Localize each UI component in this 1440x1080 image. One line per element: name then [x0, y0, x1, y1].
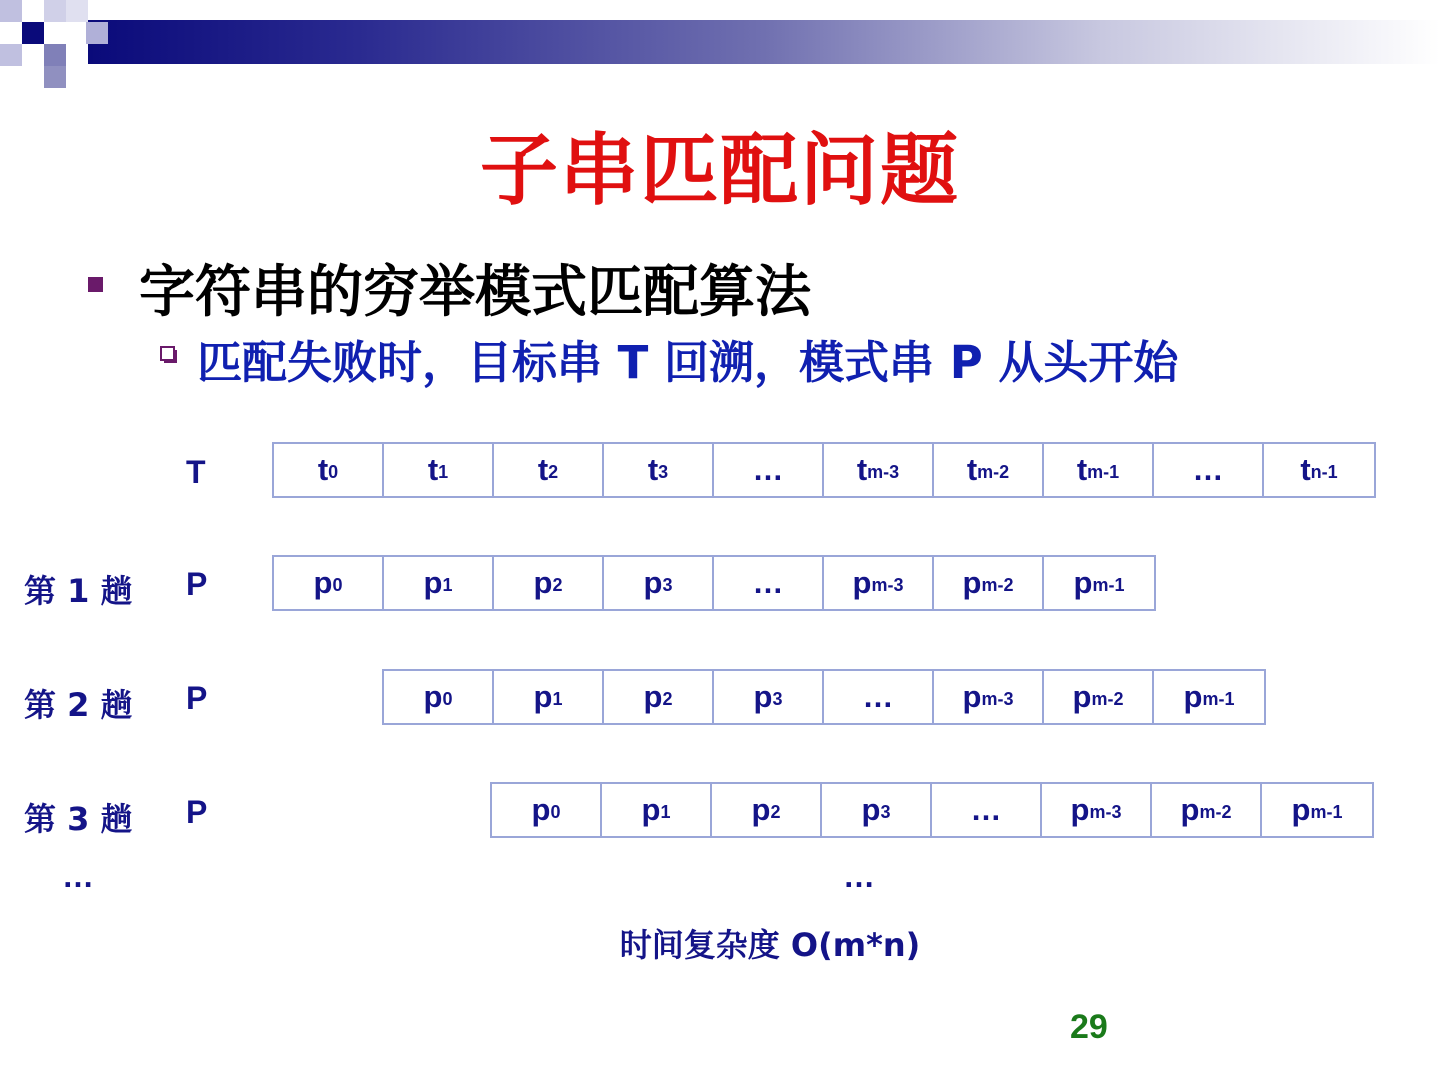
cell-char: p — [852, 565, 872, 600]
bullet-box-icon — [160, 346, 175, 361]
cell-char: … — [970, 792, 1002, 827]
cell-index: 2 — [552, 574, 563, 595]
cell-index: m-1 — [1310, 801, 1343, 822]
cell-char: t — [856, 452, 868, 487]
cell-index: m-3 — [981, 688, 1014, 709]
cell-char: p — [1183, 679, 1203, 714]
cell-char: p — [962, 679, 982, 714]
cell-char: p — [423, 565, 443, 600]
cell-index: 2 — [548, 461, 559, 482]
cell-index: 1 — [442, 574, 453, 595]
string-cell — [1044, 444, 1154, 496]
cell-char: p — [423, 679, 443, 714]
cell-index: m-3 — [1089, 801, 1122, 822]
cell-char: p — [533, 679, 553, 714]
string-cell — [494, 557, 604, 609]
header-square-mid — [44, 44, 66, 66]
page-number: 29 — [1070, 1008, 1108, 1046]
string-cell — [714, 671, 824, 723]
string-cell — [824, 557, 934, 609]
cell-index: m-1 — [1092, 574, 1125, 595]
pattern-row-label: P — [186, 566, 208, 602]
cell-index: m-2 — [1091, 688, 1124, 709]
string-cell — [1264, 444, 1374, 496]
cell-index: 0 — [332, 574, 343, 595]
cell-index: m-3 — [867, 461, 900, 482]
cell-char: p — [643, 679, 663, 714]
cell-char: t — [427, 452, 439, 487]
string-cell — [494, 444, 604, 496]
cell-char: p — [751, 792, 771, 827]
string-cell — [932, 784, 1042, 836]
cell-char: p — [753, 679, 773, 714]
string-cell — [384, 444, 494, 496]
cell-index: 1 — [438, 461, 449, 482]
complexity-note: 时间复杂度 O(m*n) — [619, 926, 921, 964]
cell-char: … — [1192, 452, 1224, 487]
string-cell — [1154, 444, 1264, 496]
string-cell — [824, 444, 934, 496]
cell-index: m-1 — [1087, 461, 1120, 482]
cell-char: t — [317, 452, 329, 487]
string-cell — [274, 444, 384, 496]
cell-char: t — [647, 452, 659, 487]
cell-char: p — [643, 565, 663, 600]
header-square-dark — [22, 22, 44, 44]
header-gradient-band — [88, 20, 1440, 64]
main-bullet — [88, 248, 811, 328]
ellipsis-center: … — [843, 858, 875, 894]
cell-index: m-2 — [1199, 801, 1232, 822]
string-cell — [1044, 671, 1154, 723]
pass-label: 第 1 趟 — [24, 572, 133, 610]
string-cell — [384, 671, 494, 723]
cell-index: n-1 — [1310, 461, 1338, 482]
string-cell — [604, 444, 714, 496]
cell-index: 3 — [880, 801, 891, 822]
string-cell — [604, 671, 714, 723]
cell-index: 0 — [328, 461, 339, 482]
pass-label: 第 2 趟 — [24, 686, 133, 724]
cell-char: p — [313, 565, 333, 600]
ellipsis-left: … — [62, 858, 94, 894]
cell-index: 1 — [660, 801, 671, 822]
cell-char: p — [1072, 679, 1092, 714]
header-square-light — [0, 0, 22, 22]
string-cell — [384, 557, 494, 609]
header-square-mid — [44, 66, 66, 88]
bullet-square-icon — [88, 277, 103, 292]
cell-char: p — [531, 792, 551, 827]
cell-char: p — [962, 565, 982, 600]
header-square-mid — [66, 0, 88, 22]
string-cell — [822, 784, 932, 836]
cell-char: … — [752, 565, 784, 600]
string-cell — [494, 671, 604, 723]
cell-index: 2 — [662, 688, 673, 709]
string-cell — [1262, 784, 1372, 836]
target-row-label: T — [186, 454, 206, 490]
string-cell — [934, 444, 1044, 496]
string-cell — [1044, 557, 1154, 609]
cell-index: 0 — [550, 801, 561, 822]
pattern-row-label: P — [186, 794, 208, 830]
cell-char: t — [966, 452, 978, 487]
cell-index: m-3 — [871, 574, 904, 595]
cell-char: p — [533, 565, 553, 600]
string-cell — [1152, 784, 1262, 836]
main-bullet-text: 字符串的穷举模式匹配算法 — [139, 260, 811, 325]
cell-index: m-1 — [1202, 688, 1235, 709]
cell-index: 3 — [662, 574, 673, 595]
string-cell — [492, 784, 602, 836]
cell-char: p — [1070, 792, 1090, 827]
cell-index: 1 — [552, 688, 563, 709]
string-cell — [712, 784, 822, 836]
cell-char: p — [1073, 565, 1093, 600]
string-cell — [824, 671, 934, 723]
cell-char: p — [1291, 792, 1311, 827]
pattern-row-pass-1 — [272, 555, 1156, 611]
sub-bullet — [160, 326, 1178, 391]
cell-char: t — [1300, 452, 1311, 487]
header-square-light — [44, 0, 66, 22]
target-string-row — [272, 442, 1376, 498]
header-square-light — [86, 22, 108, 44]
cell-index: m-2 — [977, 461, 1010, 482]
string-cell — [602, 784, 712, 836]
string-cell — [934, 557, 1044, 609]
string-cell — [604, 557, 714, 609]
cell-char: p — [641, 792, 661, 827]
string-cell — [1154, 671, 1264, 723]
slide-title: 子串匹配问题 — [479, 126, 960, 216]
header-square-light — [0, 44, 22, 66]
cell-char: t — [537, 452, 549, 487]
pass-label: 第 3 趟 — [24, 800, 133, 838]
cell-index: 3 — [772, 688, 783, 709]
string-cell — [714, 444, 824, 496]
cell-char: p — [861, 792, 881, 827]
string-cell — [714, 557, 824, 609]
pattern-row-pass-2 — [382, 669, 1266, 725]
pattern-row-label: P — [186, 680, 208, 716]
cell-index: 2 — [770, 801, 781, 822]
cell-index: 3 — [658, 461, 669, 482]
cell-char: t — [1076, 452, 1088, 487]
string-cell — [1042, 784, 1152, 836]
cell-index: m-2 — [981, 574, 1014, 595]
cell-char: … — [862, 679, 894, 714]
string-cell — [274, 557, 384, 609]
sub-bullet-text: 匹配失败时，目标串 T 回溯，模式串 P 从头开始 — [197, 336, 1179, 389]
cell-char: … — [752, 452, 784, 487]
cell-index: 0 — [442, 688, 453, 709]
cell-char: p — [1180, 792, 1200, 827]
pattern-row-pass-3 — [490, 782, 1374, 838]
string-cell — [934, 671, 1044, 723]
